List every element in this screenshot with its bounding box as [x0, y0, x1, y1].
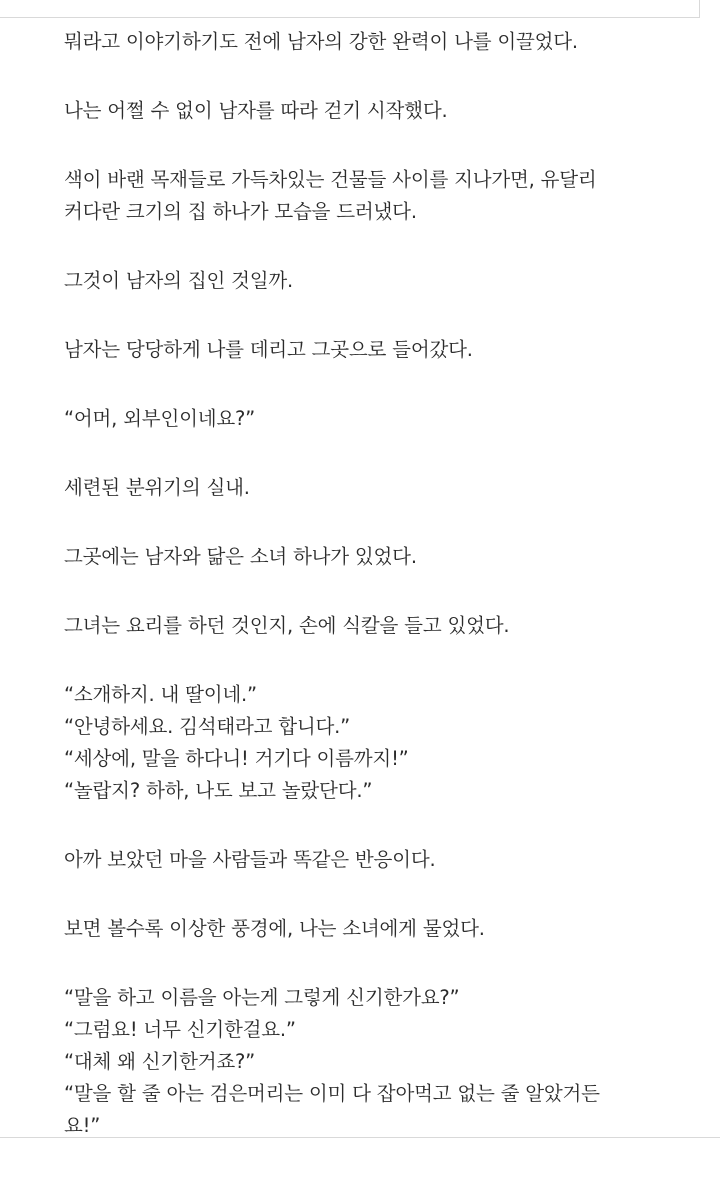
paragraph-7: 세련된 분위기의 실내.	[64, 476, 250, 499]
paragraph-11: 보면 볼수록 이상한 풍경에, 나는 소녀에게 물었다.	[64, 917, 485, 940]
paragraph-5: 남자는 당당하게 나를 데리고 그곳으로 들어갔다.	[64, 338, 473, 361]
top-divider	[0, 0, 700, 18]
paragraph-9: 그녀는 요리를 하던 것인지, 손에 식칼을 들고 있었다.	[64, 614, 510, 637]
paragraph-8: 그곳에는 남자와 닮은 소녀 하나가 있었다.	[64, 545, 417, 568]
paragraph-10: 아까 보았던 마을 사람들과 똑같은 반응이다.	[64, 848, 436, 871]
paragraph-2: 나는 어쩔 수 없이 남자를 따라 걷기 시작했다.	[64, 99, 448, 122]
story-text	[64, 26, 704, 1179]
dialogue-block-1: “소개하지. 내 딸이네.” “안녕하세요. 김석태라고 합니다.” “세상에, 말을 하다니! 거기다 이름까지!” “놀랍지? 하하, 나도 보고 놀랐단다.”	[64, 683, 409, 802]
paragraph-4: 그것이 남자의 집인 것일까.	[64, 269, 294, 292]
dialogue-block-2: “말을 하고 이름을 아는게 그렇게 신기한가요?” “그럼요! 너무 신기한걸요.” “대체 왜 신기한거죠?” “말을 할 줄 아는 검은머리는 이미 다 잡아먹고 없는 줄 알았거든 요!”	[64, 986, 600, 1137]
paragraph-6: “어머, 외부인이네요?”	[64, 407, 256, 430]
paragraph-3: 색이 바랜 목재들로 가득차있는 건물들 사이를 지나가면, 유달리 커다란 크기의 집 하나가 모습을 드러냈다.	[64, 168, 597, 223]
bottom-divider	[0, 1137, 720, 1147]
paragraph-1: 뭐라고 이야기하기도 전에 남자의 강한 완력이 나를 이끌었다.	[64, 30, 578, 53]
